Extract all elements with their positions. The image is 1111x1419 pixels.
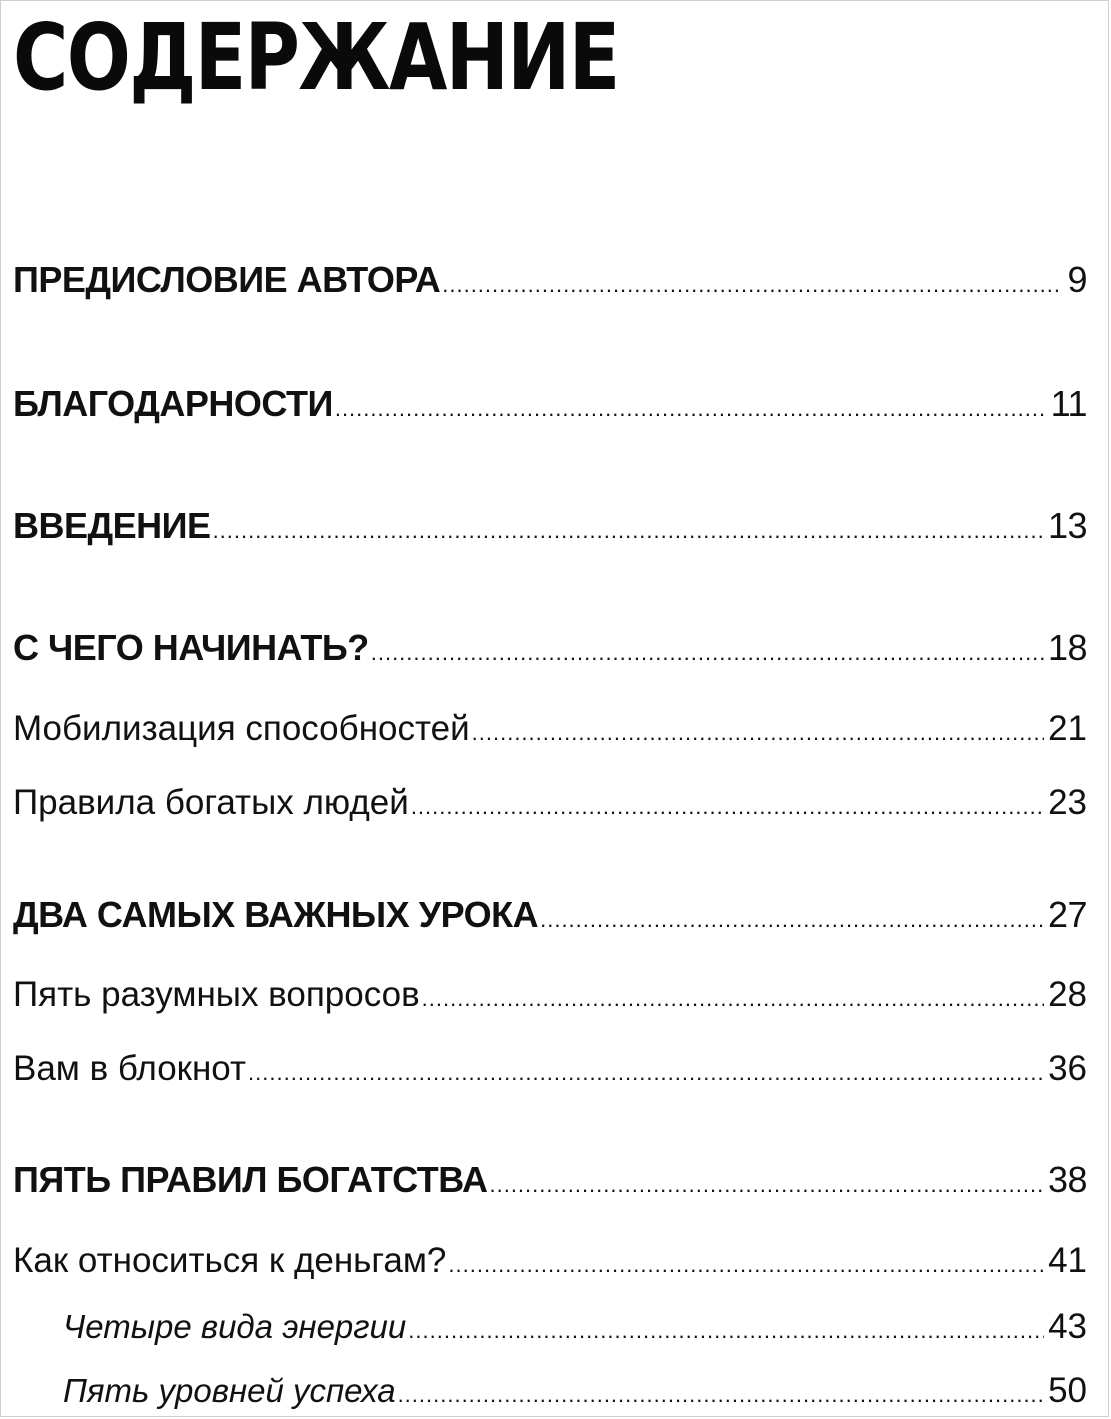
toc-entry-title: Четыре вида энергии — [63, 1308, 407, 1345]
toc-entry[interactable] — [13, 975, 1087, 1015]
dot-leader — [398, 1382, 1045, 1408]
dot-leader — [472, 720, 1044, 746]
toc-page-number: 27 — [1047, 894, 1087, 935]
toc-page-number: 50 — [1048, 1371, 1087, 1410]
dot-leader — [448, 1252, 1044, 1278]
toc-entry[interactable] — [13, 383, 1087, 425]
toc-page-number: 41 — [1048, 1241, 1087, 1280]
toc-entry-title: ДВА САМЫХ ВАЖНЫХ УРОКА — [13, 894, 539, 935]
toc-page-number: 28 — [1048, 975, 1087, 1014]
toc-entry-title: Мобилизация способностей — [13, 709, 470, 748]
toc-entry-title: ПРЕДИСЛОВИЕ АВТОРА — [13, 259, 441, 300]
toc-entry-title: Пять разумных вопросов — [13, 975, 420, 1014]
toc-page-number: 23 — [1048, 783, 1087, 822]
toc-entry[interactable] — [63, 1307, 1087, 1347]
toc-page-number: 21 — [1048, 709, 1087, 748]
toc-entry-title: ВВЕДЕНИЕ — [13, 505, 211, 546]
dot-leader — [411, 794, 1044, 820]
toc-entry[interactable] — [13, 1159, 1087, 1201]
toc-entry[interactable] — [63, 1371, 1087, 1411]
toc-entry[interactable] — [13, 259, 1087, 301]
toc-page-number: 11 — [1050, 383, 1087, 424]
toc-entry-title: Правила богатых людей — [13, 783, 409, 822]
toc-page-number: 18 — [1047, 627, 1087, 668]
toc-entry-title: Как относиться к деньгам? — [13, 1241, 447, 1280]
dot-leader — [442, 272, 1063, 298]
toc-entry-title: ПЯТЬ ПРАВИЛ БОГАТСТВА — [13, 1159, 488, 1200]
toc-page-number: 9 — [1067, 259, 1087, 300]
toc-entry[interactable] — [13, 1241, 1087, 1281]
toc-page-number: 36 — [1048, 1049, 1087, 1088]
toc-entry[interactable] — [13, 709, 1087, 749]
toc-entry-title: С ЧЕГО НАЧИНАТЬ? — [13, 627, 369, 668]
toc-page-number: 13 — [1047, 505, 1087, 546]
dot-leader — [489, 1172, 1043, 1198]
dot-leader — [213, 518, 1044, 544]
dot-leader — [248, 1060, 1044, 1086]
dot-leader — [422, 986, 1044, 1012]
toc-page-number: 38 — [1047, 1159, 1087, 1200]
toc-entry[interactable] — [13, 505, 1087, 547]
toc-page-number: 43 — [1048, 1307, 1087, 1346]
page-title: СОДЕРЖАНИЕ — [13, 4, 619, 111]
toc-entry-title: БЛАГОДАРНОСТИ — [13, 383, 333, 424]
dot-leader — [540, 907, 1044, 933]
dot-leader — [335, 396, 1047, 422]
toc-entry[interactable] — [13, 783, 1087, 823]
dot-leader — [408, 1318, 1044, 1344]
dot-leader — [371, 640, 1044, 666]
toc-entry[interactable] — [13, 1049, 1087, 1089]
toc-entry-title: Вам в блокнот — [13, 1049, 247, 1088]
toc-entry-title: Пять уровней успеха — [63, 1372, 396, 1409]
toc-entry[interactable] — [13, 894, 1087, 936]
toc-entry[interactable] — [13, 627, 1087, 669]
